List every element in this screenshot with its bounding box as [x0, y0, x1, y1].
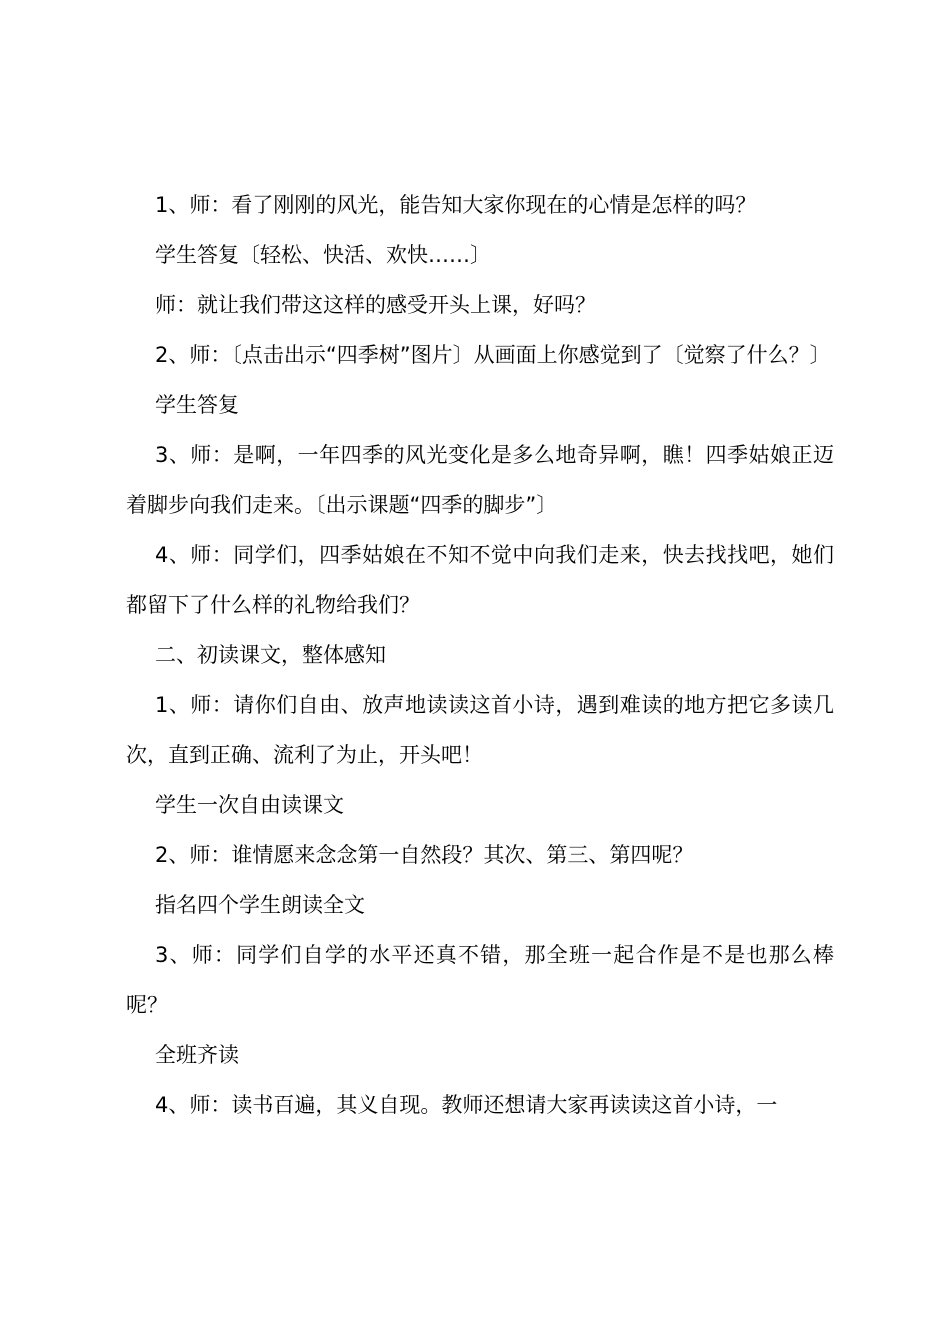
paragraph-2: 学生答复〔轻松、快活、欢快……〕 — [155, 243, 491, 267]
paragraph-3: 师：就让我们带这这样的感受开头上课，好吗？ — [155, 293, 596, 317]
paragraph-12: 指名四个学生朗读全文 — [155, 893, 365, 917]
paragraph-10: 学生一次自由读课文 — [155, 793, 344, 817]
paragraph-9: 1、师：请你们自由、放声地读读这首小诗，遇到难读的地方把它多读几次，直到正确、流利了为止，开头吧！ — [126, 693, 834, 767]
paragraph-15: 4、师：读书百遍，其义自现。教师还想请大家再读读这首小诗，一 — [155, 1093, 778, 1117]
paragraph-7: 4、师：同学们，四季姑娘在不知不觉中向我们走来，快去找找吧，她们都留下了什么样的礼物给我们？ — [126, 543, 834, 617]
document-body — [126, 180, 834, 1130]
paragraph-14: 全班齐读 — [155, 1043, 239, 1067]
paragraph-5: 学生答复 — [155, 393, 239, 417]
paragraph-1: 1、师：看了刚刚的风光，能告知大家你现在的心情是怎样的吗？ — [155, 193, 757, 217]
paragraph-4: 2、师：〔点击出示“四季树”图片〕从画面上你感觉到了〔觉察了什么？〕 — [155, 343, 831, 367]
paragraph-6: 3、师：是啊，一年四季的风光变化是多么地奇异啊，瞧！四季姑娘正迈着脚步向我们走来。〔出示课题“四季的脚步”〕 — [126, 443, 834, 517]
section-heading: 二、初读课文，整体感知 — [155, 643, 386, 667]
paragraph-11: 2、师：谁情愿来念念第一自然段？其次、第三、第四呢？ — [155, 843, 694, 867]
paragraph-13: 3、师：同学们自学的水平还真不错，那全班一起合作是不是也那么棒呢？ — [126, 943, 834, 1017]
